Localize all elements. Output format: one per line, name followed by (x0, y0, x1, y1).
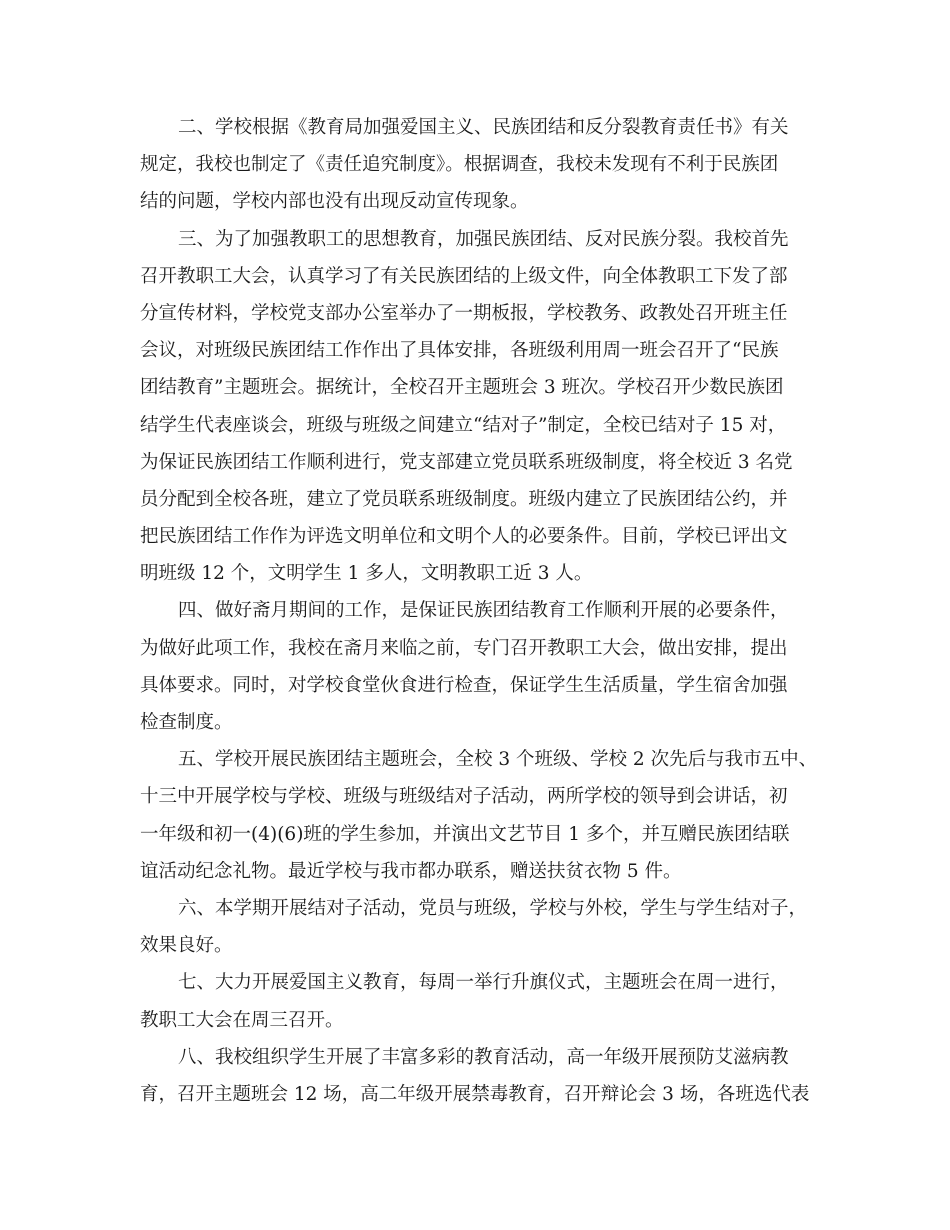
text-line: 为保证民族团结工作顺利进行，党支部建立党员联系班级制度，将全校近 3 名党 (140, 451, 793, 473)
text-line: 十三中开展学校与学校、班级与班级结对子活动，两所学校的领导到会讲话，初 (140, 786, 788, 808)
text-line: 结学生代表座谈会，班级与班级之间建立“结对子”制定，全校已结对子 15 对， (140, 414, 787, 436)
paragraph (140, 968, 805, 1042)
text-line: 三、为了加强教职工的思想教育，加强民族团结、反对民族分裂。我校首先 (178, 228, 789, 250)
text-line: 分宣传材料，学校党支部办公室举办了一期板报，学校教务、政教处召开班主任 (140, 302, 788, 324)
text-line: 七、大力开展爱国主义教育，每周一举行升旗仪式，主题班会在周一进行， (178, 972, 789, 994)
paragraph (140, 1043, 810, 1117)
text-line: 结的问题，学校内部也没有出现反动宣传现象。 (140, 191, 529, 213)
text-line: 谊活动纪念礼物。最近学校与我市都办联系，赠送扶贫衣物 5 件。 (140, 860, 682, 882)
text-line: 具体要求。同时，对学校食堂伙食进行检查，保证学生生活质量，学生宿舍加强 (140, 674, 788, 696)
text-line: 教职工大会在周三召开。 (140, 1009, 344, 1031)
text-line: 六、本学期开展结对子活动，党员与班级，学校与外校，学生与学生结对子， (178, 897, 808, 919)
paragraph (140, 225, 805, 597)
text-line: 五、学校开展民族团结主题班会，全校 3 个班级、学校 2 次先后与我市五中、 (178, 749, 818, 771)
text-line: 团结教育”主题班会。据统计，全校召开主题班会 3 班次。学校召开少数民族团 (140, 377, 784, 399)
text-line: 规定，我校也制定了《责任追究制度》。根据调查，我校未发现有不利于民族团 (140, 154, 779, 176)
text-line: 育，召开主题班会 12 场，高二年级开展禁毒教育，召开辩论会 3 场，各班选代表 (140, 1083, 810, 1105)
text-line: 检查制度。 (140, 712, 233, 733)
text-line: 为做好此项工作，我校在斋月来临之前，专门召开教职工大会，做出安排，提出 (140, 637, 788, 659)
text-line: 召开教职工大会，认真学习了有关民族团结的上级文件，向全体教职工下发了部 (140, 265, 788, 287)
paragraph (140, 894, 808, 968)
text-line: 八、我校组织学生开展了丰富多彩的教育活动，高一年级开展预防艾滋病教 (178, 1046, 789, 1068)
paragraph (140, 745, 818, 894)
text-line: 四、做好斋月期间的工作，是保证民族团结教育工作顺利开展的必要条件， (178, 600, 789, 622)
document-body (140, 113, 818, 1117)
text-line: 二、学校根据《教育局加强爱国主义、民族团结和反分裂教育责任书》有关 (178, 117, 789, 138)
text-line: 一年级和初一(4)(6)班的学生参加，并演出文艺节目 1 多个，并互赠民族团结联 (140, 823, 790, 845)
text-line: 把民族团结工作作为评选文明单位和文明个人的必要条件。目前，学校已评出文 (140, 526, 788, 548)
paragraph (140, 596, 805, 745)
paragraph (140, 113, 805, 225)
text-line: 会议，对班级民族团结工作作出了具体安排，各班级利用周一班会召开了“民族 (140, 340, 779, 362)
text-line: 明班级 12 个，文明学生 1 多人，文明教职工近 3 人。 (140, 563, 593, 585)
text-line: 效果良好。 (140, 935, 233, 957)
text-line: 员分配到全校各班，建立了党员联系班级制度。班级内建立了民族团结公约，并 (140, 488, 788, 510)
